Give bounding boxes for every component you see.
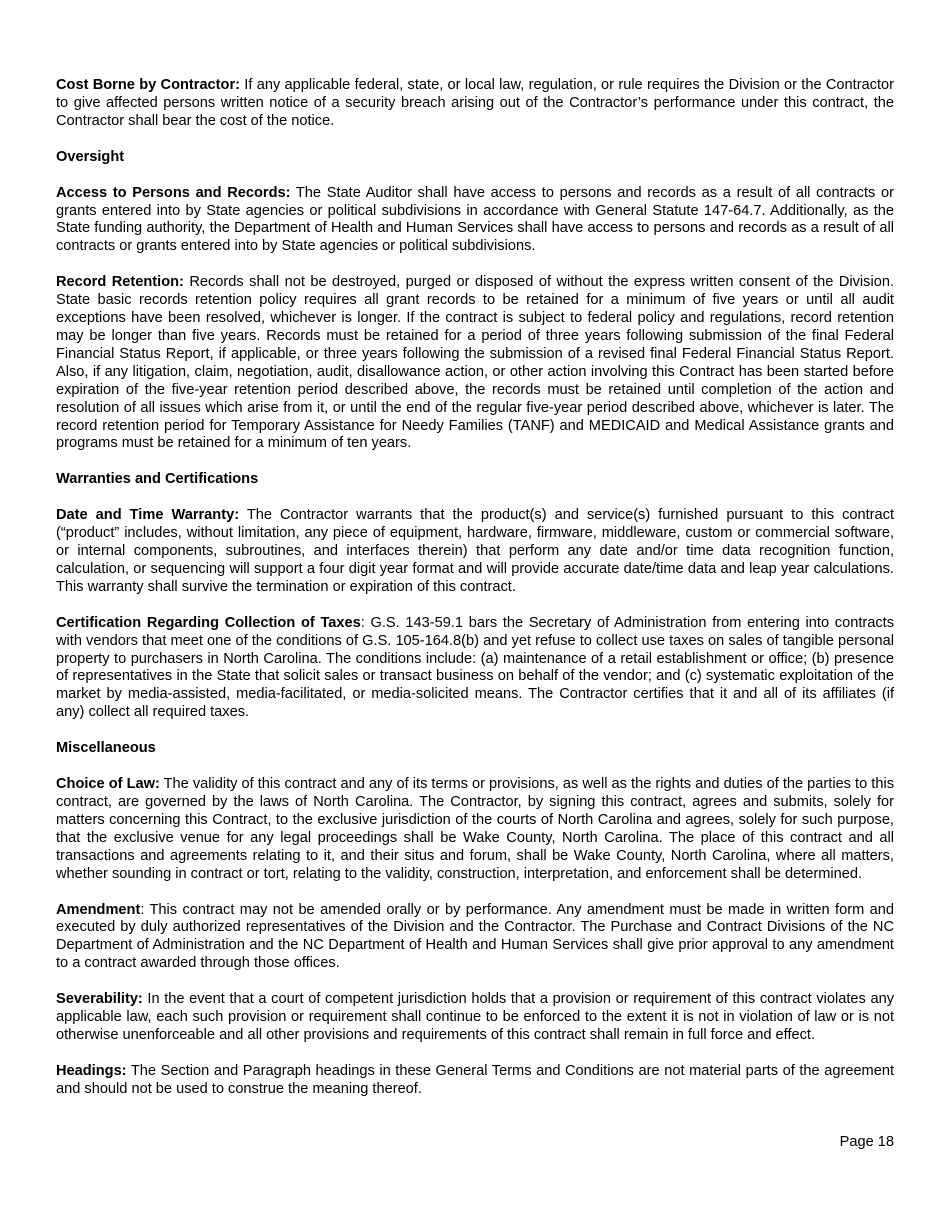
paragraph-text: The validity of this contract and any of its terms or provisions, as well as the rights and duties of the parties to this contract, are governed by the laws of North Carolina. The Contractor, by signing this contract, agrees and submits, solely for matters concerning this Contract, to the exclusive jurisdiction of the courts of North Carolina and agrees, solely for such purpose, that the exclusive venue for any legal proceedings shall be Wake County, North Carolina. The place of this contract and all transactions and agreements relating to it, and their situs and forum, shall be Wake County, North Carolina, where all matters, whether sounding in contract or tort, relating to the validity, construction, interpretation, and enforcement shall be determined.	[56, 776, 895, 882]
paragraph-lead: Amendment	[56, 901, 141, 918]
paragraph-lead: Date and Time Warranty:	[56, 507, 240, 524]
paragraph-date-time-warranty	[56, 507, 894, 597]
paragraph-text: If any applicable federal, state, or local law, regulation, or rule requires the Division or the Contractor to give affected persons written notice of a security breach arising out of the Contractor’s performance under this contract, the Contractor shall bear the cost of the notice.	[56, 77, 894, 129]
paragraph-text: The State Auditor shall have access to persons and records as a result of all contracts or grants entered into by State agencies or political subdivisions in accordance with General Statute 147-64.7. Additionally, as the State funding authority, the Department of Health and Human Services shall have access to persons and records as a result of all contracts or grants entered into by State agencies or political subdivisions.	[56, 184, 894, 255]
paragraph-record-retention	[56, 274, 894, 453]
paragraph-severability	[56, 991, 894, 1045]
paragraph-lead: Cost Borne by Contractor:	[56, 77, 240, 93]
paragraph-taxes	[56, 615, 894, 722]
paragraph-text: The Section and Paragraph headings in these General Terms and Conditions are not material parts of the agreement and should not be used to construe the meaning thereof.	[56, 1062, 894, 1097]
paragraph-lead: Choice of Law:	[56, 776, 160, 793]
paragraph-lead: Headings:	[56, 1062, 127, 1079]
paragraph-text: : This contract may not be amended orally or by performance. Any amendment must be made in written form and executed by duly authorized representatives of the Division and the Contractor. The Purchase and Contract Divisions of the NC Department of Administration and the NC Department of Health and Human Services shall give prior approval to any amendment to a contract awarded through those offices.	[56, 901, 894, 972]
document-page	[56, 77, 894, 1117]
paragraph-access	[56, 185, 894, 257]
paragraph-text: The Contractor warrants that the product(s) and service(s) furnished pursuant to this contract (“product” includes, without limitation, any piece of equipment, hardware, firmware, middleware, custom or commercial software, or internal components, subroutines, and interfaces therein) that perform any date and/or time data recognition function, calculation, or sequencing will support a four digit year format and will provide accurate date/time data and leap year calculations. This warranty shall survive the termination or expiration of this contract.	[56, 507, 895, 595]
paragraph-lead: Severability:	[56, 991, 143, 1008]
paragraph-text: Records shall not be destroyed, purged or disposed of without the express written consent of the Division. State basic records retention policy requires all grant records to be retained for a minimum of five years or until all audit exceptions have been resolved, whichever is longer. If the contract is subject to federal policy and regulations, record retention may be longer than five years. Records must be retained for a period of three years following submission of the final Federal Financial Status Report, if applicable, or three years following the submission of a revised final Federal Financial Status Report. Also, if any litigation, claim, negotiation, audit, disallowance action, or other action involving this Contract has been started before expiration of the five-year retention period described above, the records must be retained until completion of the action and resolution of all issues which arise from it, or until the end of the regular five-year period described above, whichever is later. The record retention period for Temporary Assistance for Needy Families (TANF) and MEDICAID and Medical Assistance grants and programs must be retained for a minimum of ten years.	[56, 274, 894, 452]
paragraph-choice-of-law	[56, 776, 894, 883]
section-heading-warranties: Warranties and Certifications	[56, 471, 259, 488]
paragraph-cost-borne	[56, 77, 894, 131]
paragraph-lead: Access to Persons and Records:	[56, 184, 291, 201]
paragraph-amendment	[56, 902, 894, 974]
section-heading-oversight: Oversight	[56, 148, 125, 165]
paragraph-headings	[56, 1063, 894, 1099]
section-heading-miscellaneous: Miscellaneous	[56, 740, 156, 757]
paragraph-lead: Record Retention:	[56, 274, 184, 291]
page-number: Page 18	[839, 1134, 894, 1150]
paragraph-text: In the event that a court of competent jurisdiction holds that a provision or requirement of this contract violates any applicable law, each such provision or requirement shall continue to be enforced to the extent it is not in violation of law or is not otherwise unenforceable and all other provisions and requirements of this contract shall remain in full force and effect.	[56, 991, 894, 1043]
paragraph-text: : G.S. 143-59.1 bars the Secretary of Administration from entering into contracts with vendors that meet one of the conditions of G.S. 105-164.8(b) and yet refuse to collect use taxes on sales of tangible personal property to purchasers in North Carolina. The conditions include: (a) maintenance of a retail establishment or office; (b) presence of representatives in the State that solicit sales or transact business on behalf of the vendor; and (c) systematic exploitation of the market by media-assisted, media-facilitated, or media-solicited means. The Contractor certifies that it and all of its affiliates (if any) collect all required taxes.	[56, 614, 894, 721]
paragraph-lead: Certification Regarding Collection of Taxes	[56, 614, 361, 631]
